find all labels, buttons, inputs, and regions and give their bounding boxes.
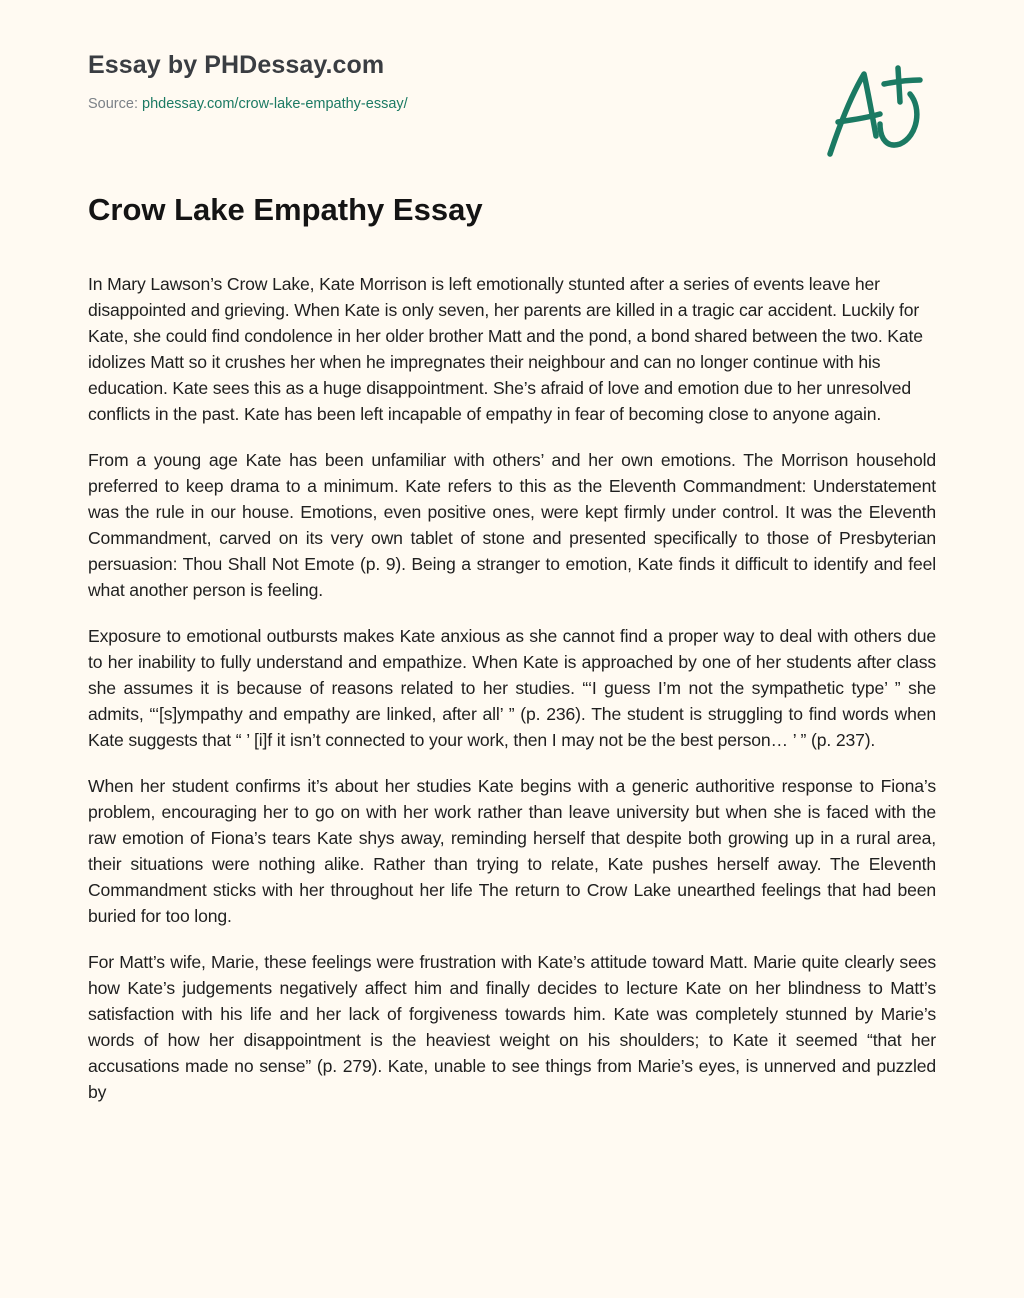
- source-line: [88, 94, 788, 114]
- essay-paragraph: For Matt’s wife, Marie, these feelings were frustration with Kate’s attitude toward Matt. Marie quite clearly sees how Kate’s judgements negatively affect him and finally decides to lecture Kate on her blindness to Matt’s satisfaction with his life and her lack of forgiveness towards him. Kate was completely stunned by Marie’s words of how her disappointment is the heaviest weight on his shoulders; to Kate it seemed “that her accusations made no sense” (p. 279). Kate, unable to see things from Marie’s eyes, is unnerved and puzzled by: [88, 952, 936, 1102]
- essay-paragraph: When her student confirms it’s about her studies Kate begins with a generic authoritive response to Fiona’s problem, encouraging her to go on with her work rather than leave university but when she is faced with the raw emotion of Fiona’s tears Kate shys away, reminding herself that despite both growing up in a rural area, their situations were nothing alike. Rather than trying to relate, Kate pushes herself away. The Eleventh Commandment sticks with her throughout her life The return to Crow Lake unearthed feelings that had been buried for too long.: [88, 776, 936, 926]
- a-plus-grade-icon: [818, 62, 930, 162]
- source-link[interactable]: phdessay.com/crow-lake-empathy-essay/: [142, 96, 408, 112]
- essay-body-viewport[interactable]: [88, 271, 936, 1250]
- essay-title: Crow Lake Empathy Essay: [88, 192, 483, 227]
- essay-paragraph: From a young age Kate has been unfamiliar with others’ and her own emotions. The Morrison household preferred to keep drama to a minimum. Kate refers to this as the Eleventh Commandment: Understatement was the rule in our house. Emotions, even positive ones, were kept firmly under control. It was the Eleventh Commandment, carved on its very own tablet of stone and presented specifically to those of Presbyterian persuasion: Thou Shall Not Emote (p. 9). Being a stranger to emotion, Kate finds it difficult to identify and feel what another person is feeling.: [88, 450, 936, 600]
- essay-paragraph: In Mary Lawson’s Crow Lake, Kate Morrison is left emotionally stunted after a series of events leave her disappointed and grieving. When Kate is only seven, her parents are killed in a tragic car accident. Luckily for Kate, she could find condolence in her older brother Matt and the pond, a bond shared between the two. Kate idolizes Matt so it crushes her when he impregnates their neighbour and can no longer continue with his education. Kate sees this as a huge disappointment. She’s afraid of love and emotion due to her unresolved conflicts in the past. Kate has been left incapable of empathy in fear of becoming close to anyone again.: [88, 274, 923, 424]
- page-header: [88, 48, 788, 114]
- source-label: Source:: [88, 96, 142, 112]
- site-brand: Essay by PHDessay.com: [88, 51, 385, 79]
- essay-body: [88, 271, 936, 1105]
- essay-paragraph: Exposure to emotional outbursts makes Kate anxious as she cannot find a proper way to deal with others due to her inability to fully understand and empathize. When Kate is approached by one of her students after class she assumes it is because of reasons related to her studies. “‘I guess I’m not the sympathetic type’ ” she admits, “‘[s]ympathy and empathy are linked, after all’ ” (p. 236). The student is struggling to find words when Kate suggests that “ ’ [i]f it isn’t connected to your work, then I may not be the best person… ’ ” (p. 237).: [88, 626, 936, 750]
